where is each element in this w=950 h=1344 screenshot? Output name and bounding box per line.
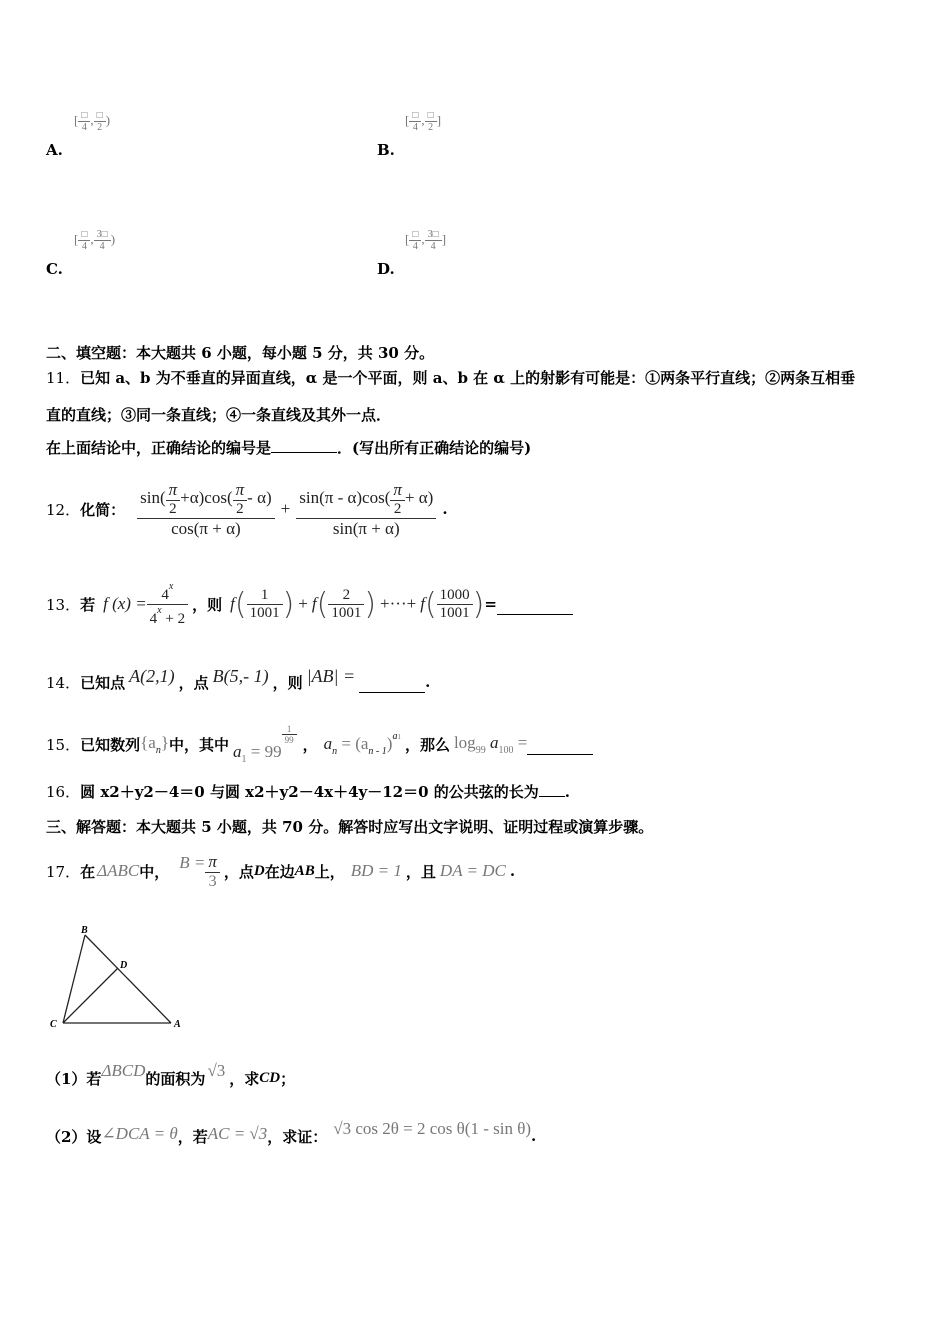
question-number: 11． — [46, 369, 81, 387]
option-a-label[interactable]: A. — [46, 141, 63, 159]
numerator: 1 — [260, 586, 269, 603]
question-text: ，点 — [178, 673, 209, 692]
paren: ) — [472, 586, 485, 622]
question-17-part-2 — [46, 1116, 536, 1156]
base: 4 — [161, 586, 169, 603]
sequence — [140, 733, 169, 756]
bracket: ] — [436, 112, 442, 128]
denominator: 2 — [94, 121, 106, 133]
numerator: 3□ — [427, 229, 439, 240]
question-text: ，则 — [272, 673, 303, 692]
question-text: ，那么 — [404, 735, 450, 754]
a1-definition — [233, 724, 297, 765]
question-text: ，求证： — [267, 1127, 328, 1146]
math-text: log — [453, 732, 476, 752]
denominator: 4 — [78, 240, 90, 252]
arg-3 — [437, 587, 473, 622]
question-13 — [46, 577, 573, 631]
exponent: x — [168, 580, 174, 592]
denominator: 4 — [409, 240, 421, 252]
math-text: = (a — [337, 734, 369, 753]
question-11-line3 — [46, 437, 531, 458]
question-17 — [46, 842, 515, 900]
math-text: ) — [386, 734, 393, 753]
fraction-1 — [137, 480, 275, 539]
identity-expression: √3 cos 2θ = 2 cos θ(1 - sin θ) — [333, 1119, 532, 1138]
distance-ab: |AB| = — [306, 665, 356, 686]
option-c-label[interactable]: C. — [46, 260, 63, 278]
option-c-interval: [ $\frac{□}{4}$ , $\frac{3□}{4}$ ) — [74, 229, 116, 252]
fraction-2 — [296, 480, 436, 539]
triangle-abc: ΔABC — [97, 861, 140, 880]
question-text: 化简： — [80, 500, 126, 519]
side-bc — [63, 935, 85, 1023]
question-14 — [46, 662, 430, 702]
plus-sign: + — [298, 594, 308, 613]
fraction-2-numerator — [296, 480, 436, 518]
equals-sign: = — [484, 595, 497, 613]
question-text: 在上面结论中，正确结论的编号是 — [46, 439, 272, 457]
bracket: [ — [74, 231, 79, 247]
math-text: - α) — [247, 487, 272, 507]
period: . — [531, 1127, 537, 1145]
angle-dca: ∠DCA = θ — [101, 1124, 178, 1143]
ac-length: AC = √3 — [207, 1124, 268, 1143]
fraction-2-denominator: sin(π + α) — [296, 518, 436, 539]
denominator: 2 — [390, 500, 405, 518]
answer-blank[interactable] — [271, 438, 337, 453]
question-text: ， — [302, 735, 318, 754]
question-text: 圆 x2＋y2－4＝0 与圆 x2＋y2－4x＋4y－12＝0 的公共弦的长为 — [80, 783, 539, 801]
triangle-figure — [44, 920, 194, 1035]
question-number: 15． — [46, 735, 81, 754]
numerator: 1000 — [439, 586, 470, 603]
numerator: 2 — [342, 586, 351, 603]
pi-symbol: π — [235, 479, 245, 499]
paren: ( — [316, 586, 329, 622]
denominator: 4 — [409, 121, 421, 133]
math-text: a — [489, 732, 499, 752]
math-text: a — [233, 741, 242, 761]
question-text: ，则 — [192, 595, 223, 614]
superscript: 1 — [397, 733, 401, 741]
subscript: n - 1 — [368, 746, 387, 757]
paren: ) — [364, 586, 377, 622]
denominator: 4 — [425, 240, 442, 252]
question-text: 上， — [314, 862, 345, 881]
math-text: + α) — [404, 487, 434, 507]
subscript: n — [155, 744, 161, 756]
question-12 — [46, 478, 448, 540]
function-f: f — [420, 594, 425, 613]
numerator: 1 — [286, 723, 292, 734]
math-text: {a — [140, 732, 156, 752]
denominator: 2 — [233, 500, 248, 518]
recurrence — [324, 731, 401, 757]
option-d-interval: [ $\frac{□}{4}$ , $\frac{3□}{4}$ ] — [405, 229, 447, 252]
bracket: ) — [105, 112, 111, 128]
math-text: a — [323, 734, 333, 753]
denominator: 1001 — [247, 604, 283, 622]
section-heading-fill-in: 二、填空题：本大题共 6 小题，每小题 5 分，共 30 分。 — [46, 344, 435, 362]
numerator: □ — [81, 110, 88, 121]
question-text: （1）若 — [46, 1069, 102, 1088]
math-text: = 99 — [246, 741, 282, 761]
numerator: □ — [81, 229, 88, 240]
angle-b: B = — [179, 853, 206, 872]
question-text: 的面积为 — [145, 1069, 206, 1088]
triangle-bcd: ΔBCD — [101, 1061, 146, 1080]
question-number: 16． — [46, 783, 81, 801]
equals-sign: = — [517, 732, 528, 752]
superscript: a — [392, 731, 398, 742]
arg-1 — [247, 587, 283, 622]
question-text: 若 — [80, 595, 96, 614]
subscript: 99 — [475, 744, 486, 756]
numerator: □ — [412, 110, 419, 121]
question-number: 17． — [46, 862, 81, 881]
bracket: [ — [405, 112, 410, 128]
segment-ab: AB — [294, 862, 315, 879]
function-fraction — [147, 581, 188, 628]
numerator: π — [208, 851, 217, 871]
period: . — [564, 783, 571, 801]
question-text: ，求 — [229, 1069, 260, 1088]
answer-blank[interactable] — [497, 600, 573, 615]
fraction-1-numerator — [137, 480, 275, 518]
segment-cd — [63, 968, 118, 1023]
section-heading-solutions: 三、解答题：本大题共 5 小题，共 70 分。解答时应写出文字说明、证明过程或演算步骤。 — [46, 818, 654, 836]
side-ba — [85, 935, 171, 1023]
period: . — [442, 500, 448, 518]
question-text: 在 — [80, 862, 96, 881]
log-expression — [454, 733, 527, 756]
question-number: 12． — [46, 500, 81, 519]
denominator: 1001 — [328, 604, 364, 622]
label-a: A — [174, 1019, 181, 1030]
subscript: n — [332, 746, 338, 757]
math-text: + 2 — [161, 610, 186, 627]
subscript: 100 — [498, 744, 514, 756]
math-text: } — [160, 732, 169, 752]
question-16 — [46, 781, 570, 802]
math-text: sin(π - α)cos( — [299, 487, 391, 507]
bracket: [ — [74, 112, 79, 128]
subscript: 1 — [241, 753, 247, 765]
option-a-interval: [ $\frac{□}{4}$ , $\frac{□}{2}$ ) — [74, 110, 111, 133]
numerator: □ — [427, 110, 434, 121]
label-d: D — [120, 960, 128, 971]
math-text: sin( — [140, 487, 166, 507]
question-text: 中， — [139, 862, 170, 881]
option-d-label[interactable]: D. — [377, 260, 395, 278]
point-b: B(5,- 1) — [212, 665, 269, 686]
paren: ) — [282, 586, 295, 622]
period: . — [425, 673, 431, 691]
bracket: [ — [405, 231, 410, 247]
denominator: 4 — [94, 240, 111, 252]
label-c: C — [50, 1019, 57, 1030]
question-11-line2: 直的直线；③同一条直线；④一条直线及其外一点． — [46, 406, 392, 424]
area-value: √3 — [207, 1061, 226, 1080]
question-number: 14． — [46, 673, 81, 692]
question-text: ．(写出所有正确结论的编号) — [337, 439, 532, 457]
math-text: +α)cos( — [180, 487, 233, 507]
option-b-interval: [ $\frac{□}{4}$ , $\frac{□}{2}$ ] — [405, 110, 442, 133]
question-text: 已知 a、b 为不垂直的异面直线，α 是一个平面，则 a、b 在 α 上的射影有可能是：①两条平行直线；②两条互相垂 — [80, 369, 856, 387]
question-text: 在边 — [264, 862, 295, 881]
paren: ( — [234, 586, 247, 622]
function-def: f (x) = — [103, 594, 147, 613]
period: . — [509, 862, 516, 880]
denominator: 3 — [205, 872, 220, 891]
function-f: f — [230, 594, 235, 613]
ellipsis: +···+ — [380, 594, 417, 613]
denominator: 2 — [166, 500, 181, 518]
denominator: 2 — [425, 121, 437, 133]
fraction-1-denominator: cos(π + α) — [137, 518, 275, 539]
denominator: 4 — [78, 121, 90, 133]
question-11 — [46, 367, 855, 388]
point-a: A(2,1) — [129, 665, 175, 686]
denominator: 99 — [282, 734, 297, 745]
bd-length: BD = 1 — [350, 861, 402, 880]
pi-symbol: π — [393, 479, 402, 499]
pi-over-3 — [205, 852, 220, 891]
bracket: ] — [441, 231, 447, 247]
question-text: 已知点 — [80, 673, 126, 692]
exponent: x — [157, 604, 162, 616]
denominator: 1001 — [437, 604, 473, 622]
function-f: f — [311, 594, 317, 613]
question-text: ，且 — [405, 862, 436, 881]
arg-2 — [328, 587, 364, 622]
question-17-part-1 — [46, 1058, 295, 1098]
numerator: □ — [412, 229, 419, 240]
question-text: （2）设 — [46, 1127, 102, 1146]
question-text: ，若 — [177, 1127, 208, 1146]
question-15 — [46, 722, 593, 766]
label-b: B — [81, 925, 88, 936]
question-text: ； — [280, 1069, 296, 1088]
da-equals-dc: DA = DC — [439, 861, 506, 880]
pi-symbol: π — [168, 479, 178, 499]
answer-blank[interactable] — [527, 740, 593, 755]
base: 4 — [149, 610, 158, 627]
numerator: 3□ — [96, 229, 108, 240]
question-text: 中，其中 — [169, 735, 230, 754]
question-text: 已知数列 — [80, 735, 141, 754]
paren: ( — [424, 586, 437, 622]
option-b-label[interactable]: B. — [377, 141, 395, 159]
question-text: ，点 — [223, 862, 254, 881]
answer-blank[interactable] — [539, 782, 565, 797]
segment-cd-label: CD — [259, 1069, 281, 1086]
plus-sign: + — [280, 499, 291, 518]
answer-blank[interactable] — [359, 678, 425, 693]
numerator: □ — [96, 110, 103, 121]
point-d: D — [253, 862, 265, 879]
question-number: 13． — [46, 595, 81, 614]
bracket: ) — [110, 231, 116, 247]
